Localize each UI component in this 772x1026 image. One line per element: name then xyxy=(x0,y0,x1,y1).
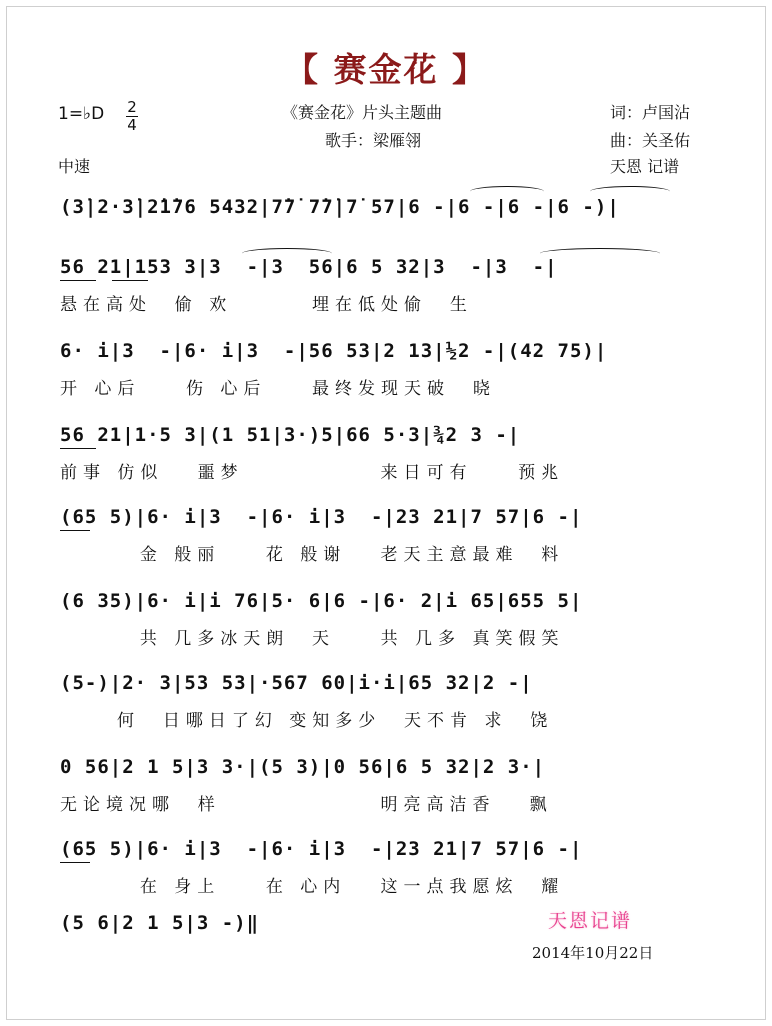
key-signature xyxy=(58,98,137,134)
notation-line: (5-)|2· 3|53 53|·567 60|i·i|65 32|2 -| xyxy=(60,672,533,694)
lyric-line: 悬在高处 偷 欢 埋在低处偷 生 xyxy=(60,295,473,315)
notation-line: (65 5)|6· i|3 -|6· i|3 -|23 21|7 57|6 -| xyxy=(60,838,583,860)
slur-mark xyxy=(590,186,670,197)
song-title: 【 赛金花 】 xyxy=(285,50,487,89)
lyric-line: 何 日哪日了幻 变知多少 天不肯 求 饶 xyxy=(60,711,554,731)
time-top: 2 xyxy=(127,98,137,116)
composer-credit: 曲：关圣佑 xyxy=(610,131,691,150)
beam-underline xyxy=(60,530,90,531)
beam-underline xyxy=(60,862,90,863)
lyric-line: 无论境况哪 样 明亮高洁香 飘 xyxy=(60,795,553,815)
time-bottom: 4 xyxy=(127,116,137,134)
lyric-line: 共 几多冰天朗 天 共 几多 真笑假笑 xyxy=(60,629,565,649)
notation-line: (5 6|2 1 5|3 -)‖ xyxy=(60,912,260,934)
singer-credit: 歌手：梁雁翎 xyxy=(325,131,422,150)
time-signature xyxy=(126,100,138,133)
transcription-date: 2014年10月22日 xyxy=(532,944,654,962)
transcriber-stamp: 天恩记谱 xyxy=(548,910,633,932)
beam-underline xyxy=(112,280,148,281)
slur-mark xyxy=(470,186,544,197)
slur-mark xyxy=(540,248,660,259)
lyric-line: 在 身上 在 心内 这一点我愿炫 耀 xyxy=(60,877,565,897)
lyric-line: 前事 仿似 噩梦 来日可有 预兆 xyxy=(60,463,565,483)
lyric-line: 开 心后 伤 心后 最终发现天破 晓 xyxy=(60,379,496,399)
tempo-marking: 中速 xyxy=(58,157,91,176)
notation-line: 56 21|153 3|3 -|3 56|6 5 32|3 -|3 -| xyxy=(60,256,558,278)
subtitle: 《赛金花》片头主题曲 xyxy=(282,103,443,122)
notation-line: (3̇|2·3̇|2̇1̇76 5432|7̇7̇ 7̇7̇|7̇ 57|6 -|6 -|6 -|6 -)| xyxy=(60,196,620,218)
notation-line: 0 56|2 1 5|3 3·|(5 3)|0 56|6 5 32|2 3·| xyxy=(60,756,546,778)
notation-line: 56 21|1·5 3|(1 51|3·)5|66 5·3|¾2 3 -| xyxy=(60,424,521,446)
notation-line: 6· i|3 -|6· i|3 -|56 53|2 13|½2 -|(42 75)| xyxy=(60,340,608,362)
beam-underline xyxy=(60,280,96,281)
slur-mark xyxy=(242,248,332,259)
lyric-line: 金 般丽 花 般谢 老天主意最难 料 xyxy=(60,545,565,565)
notation-line: (6 35)|6· i|i 76|5· 6|6 -|6· 2|i 65|655 5| xyxy=(60,590,583,612)
beam-underline xyxy=(60,448,96,449)
lyricist-credit: 词：卢国沾 xyxy=(610,103,691,122)
notation-line: (65 5)|6· i|3 -|6· i|3 -|23 21|7 57|6 -| xyxy=(60,506,583,528)
key-label: 1=♭D xyxy=(58,104,105,124)
transcriber-credit: 天恩 记谱 xyxy=(610,157,680,176)
